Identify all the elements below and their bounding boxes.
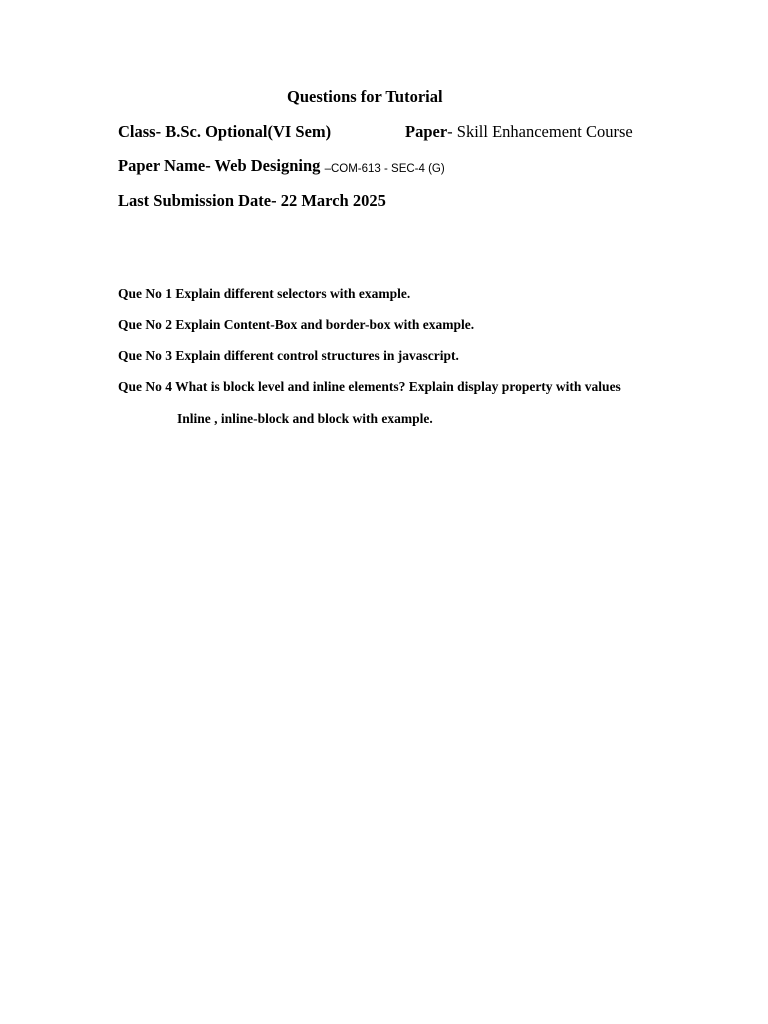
paper-line	[405, 124, 633, 141]
class-line	[118, 124, 331, 141]
class-value: B.Sc. Optional(VI Sem)	[165, 122, 332, 141]
paper-name-label: Paper Name- Web Designing	[118, 156, 325, 175]
paper-label: Paper	[405, 122, 448, 141]
submission-date-line: Last Submission Date- 22 March 2025	[118, 191, 386, 210]
paper-code: –COM-613 - SEC-4 (G)	[324, 163, 445, 175]
paper-name-line	[118, 158, 445, 175]
question-4-continuation: Inline , inline-block and block with example.	[177, 411, 433, 426]
page-title: Questions for Tutorial	[287, 87, 443, 106]
question-3: Que No 3 Explain different control structures in javascript.	[118, 348, 459, 363]
class-label: Class-	[118, 122, 166, 141]
paper-value: - Skill Enhancement Course	[447, 122, 633, 141]
question-1: Que No 1 Explain different selectors with example.	[118, 286, 411, 301]
question-4: Que No 4 What is block level and inline elements? Explain display property with values	[118, 379, 621, 394]
question-2: Que No 2 Explain Content-Box and border-box with example.	[118, 317, 475, 332]
